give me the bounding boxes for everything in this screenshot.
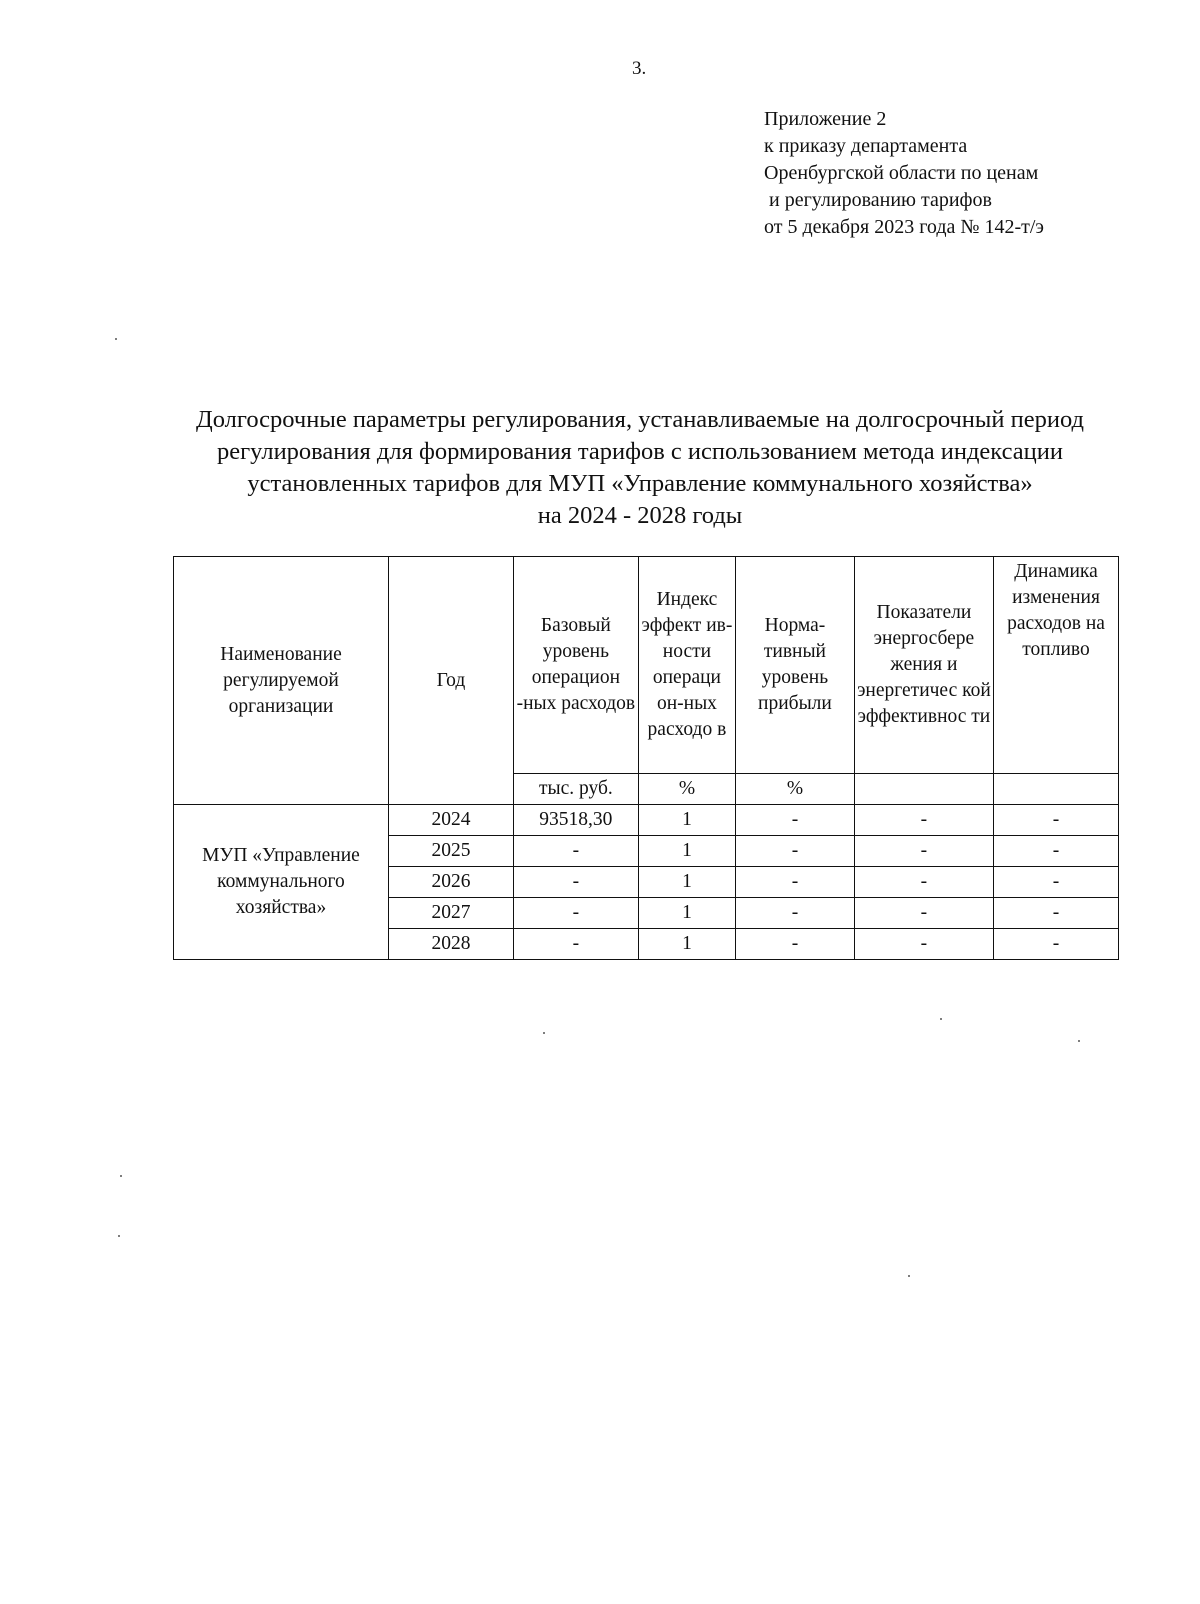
organization-name: МУП «Управление коммунального хозяйства» xyxy=(174,805,389,960)
cell-fuel: - xyxy=(994,929,1119,960)
header-profit-level: Норма- тивный уровень прибыли xyxy=(736,557,855,774)
cell-energy: - xyxy=(854,805,993,836)
scan-speck xyxy=(940,1018,942,1020)
scan-speck xyxy=(543,1032,545,1034)
title-line: Долгосрочные параметры регулирования, устанавливаемые на долгосрочный период xyxy=(196,406,1084,433)
unit-base: тыс. руб. xyxy=(513,774,638,805)
cell-energy: - xyxy=(854,898,993,929)
header-org: Наименование регулируемой организации xyxy=(174,557,389,805)
header-energy-saving: Показатели энергосбере жения и энергетичес кой эффективнос ти xyxy=(854,557,993,774)
appendix-line: Приложение 2 xyxy=(764,108,887,130)
parameters-table xyxy=(173,556,1119,960)
scan-speck xyxy=(1078,1040,1080,1042)
appendix-line: к приказу департамента xyxy=(764,135,968,157)
cell-fuel: - xyxy=(994,867,1119,898)
scan-speck xyxy=(908,1275,910,1277)
title-line: на 2024 - 2028 годы xyxy=(537,502,743,529)
appendix-reference xyxy=(764,106,1044,241)
cell-year: 2028 xyxy=(389,929,514,960)
cell-base: 93518,30 xyxy=(513,805,638,836)
cell-profit: - xyxy=(736,805,855,836)
scan-speck xyxy=(118,1235,120,1237)
unit-fuel xyxy=(994,774,1119,805)
unit-profit: % xyxy=(736,774,855,805)
cell-energy: - xyxy=(854,929,993,960)
header-base-level: Базовый уровень операцион -ных расходов xyxy=(513,557,638,774)
cell-fuel: - xyxy=(994,836,1119,867)
cell-year: 2026 xyxy=(389,867,514,898)
unit-energy xyxy=(854,774,993,805)
header-fuel-dynamics: Динамика изменения расходов на топливо xyxy=(994,557,1119,774)
header-efficiency-index: Индекс эффект ив- ности операци он-ных расходо в xyxy=(638,557,735,774)
unit-index: % xyxy=(638,774,735,805)
cell-index: 1 xyxy=(638,867,735,898)
cell-base: - xyxy=(513,929,638,960)
cell-year: 2024 xyxy=(389,805,514,836)
cell-profit: - xyxy=(736,929,855,960)
appendix-line: Оренбургской области по ценам xyxy=(764,162,1039,184)
cell-energy: - xyxy=(854,867,993,898)
title-line: установленных тарифов для МУП «Управление коммунального хозяйства» xyxy=(247,470,1033,497)
cell-base: - xyxy=(513,836,638,867)
scan-speck xyxy=(120,1175,122,1177)
cell-fuel: - xyxy=(994,805,1119,836)
cell-energy: - xyxy=(854,836,993,867)
page-number: 3. xyxy=(632,58,647,79)
cell-profit: - xyxy=(736,836,855,867)
header-year: Год xyxy=(389,557,514,805)
cell-base: - xyxy=(513,898,638,929)
cell-profit: - xyxy=(736,898,855,929)
cell-index: 1 xyxy=(638,929,735,960)
scan-speck xyxy=(115,338,117,340)
cell-index: 1 xyxy=(638,805,735,836)
cell-index: 1 xyxy=(638,836,735,867)
appendix-line: от 5 декабря 2023 года № 142-т/э xyxy=(764,216,1044,238)
appendix-line: и регулированию тарифов xyxy=(764,189,992,211)
cell-base: - xyxy=(513,867,638,898)
cell-year: 2027 xyxy=(389,898,514,929)
cell-fuel: - xyxy=(994,898,1119,929)
table-row xyxy=(174,805,1119,836)
cell-index: 1 xyxy=(638,898,735,929)
cell-year: 2025 xyxy=(389,836,514,867)
document-title xyxy=(120,404,1160,532)
table-header-row xyxy=(174,557,1119,774)
cell-profit: - xyxy=(736,867,855,898)
title-line: регулирования для формирования тарифов с использованием метода индексации xyxy=(217,438,1063,465)
